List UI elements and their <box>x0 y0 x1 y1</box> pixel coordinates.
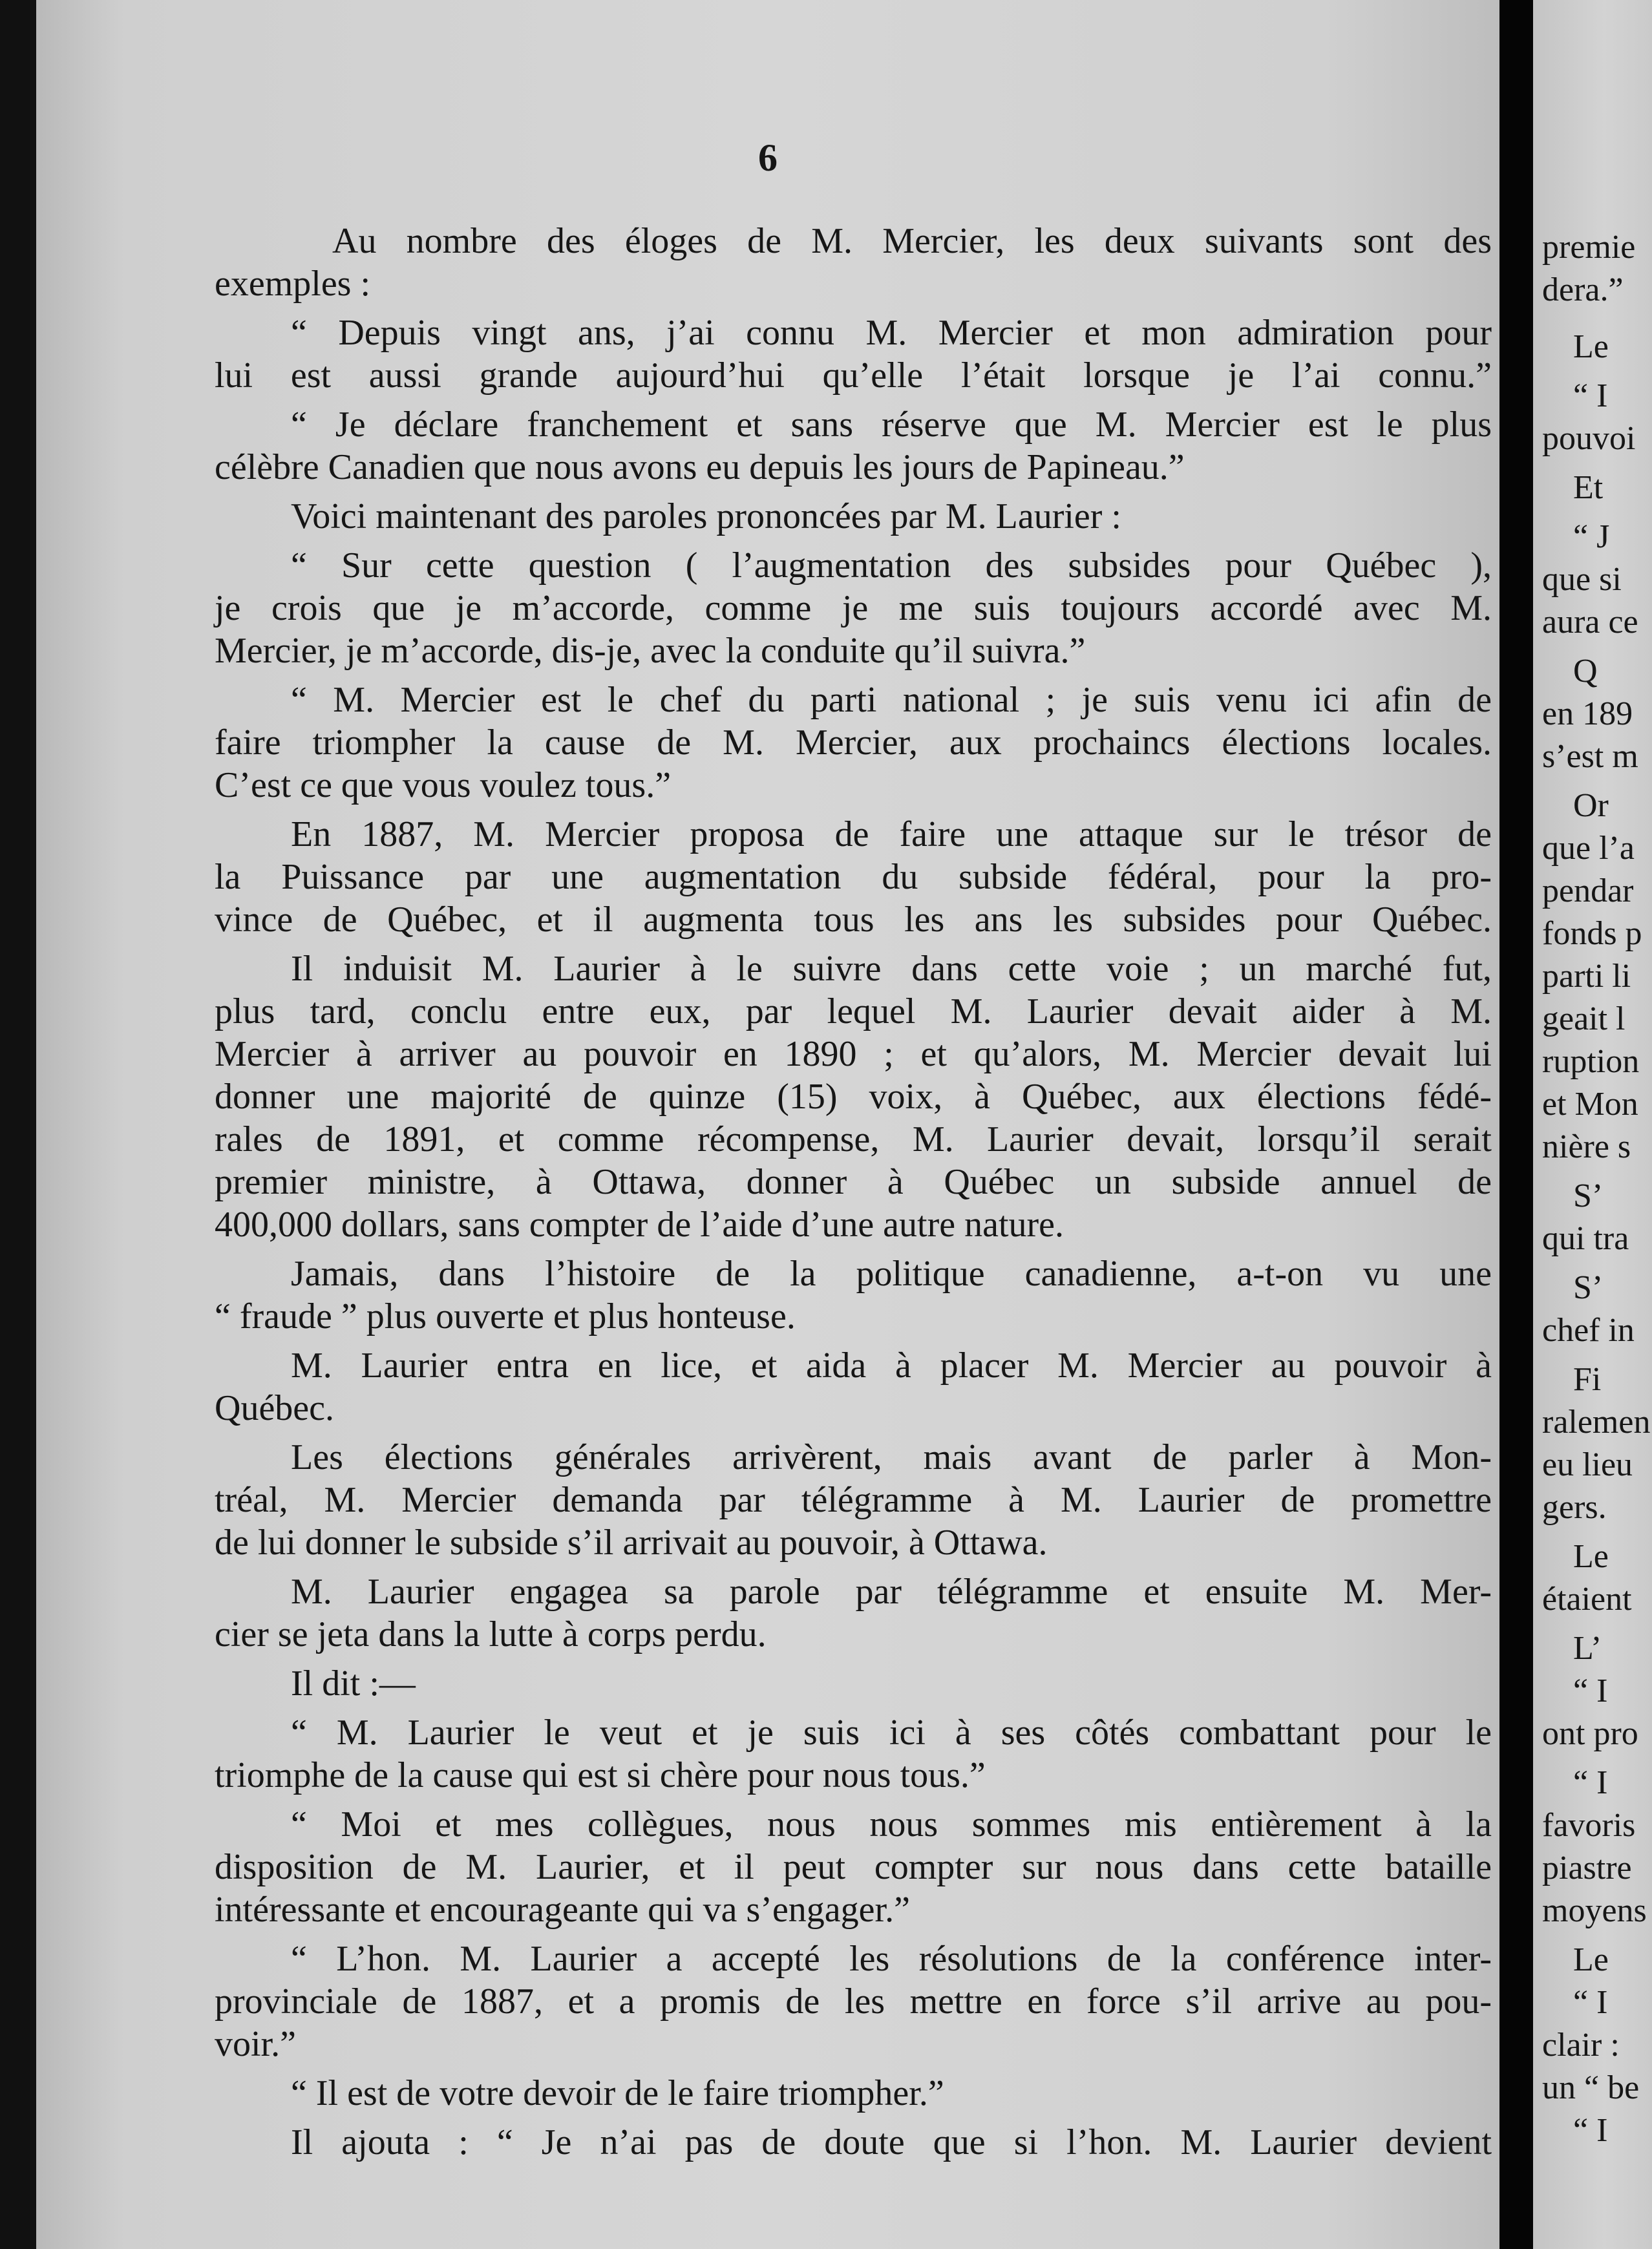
scanner-edge-left <box>0 0 36 2249</box>
fragment-line: premie <box>1542 229 1636 266</box>
fragment-line: pendar <box>1542 872 1634 909</box>
text-line: voir.” <box>215 2024 296 2064</box>
fragment-line: dera.” <box>1542 271 1624 308</box>
page-body <box>215 220 1492 2164</box>
fragment-line: Le <box>1573 328 1609 365</box>
text-line: M. Laurier engagea sa parole par télégramme et ensuite M. Mer- <box>291 1572 1492 1612</box>
text-line: C’est ce que vous voulez tous.” <box>215 765 672 805</box>
text-line: je crois que je m’accorde, comme je me suis toujours accordé avec M. <box>215 588 1492 628</box>
text-line: premier ministre, à Ottawa, donner à Québec un subside annuel de <box>215 1162 1492 1202</box>
fragment-line: “ I <box>1573 1673 1608 1709</box>
text-line: “ L’hon. M. Laurier a accepté les résolutions de la conférence inter- <box>291 1939 1492 1979</box>
fragment-line: eu lieu <box>1542 1446 1633 1483</box>
text-line: Au nombre des éloges de M. Mercier, les deux suivants sont des <box>332 221 1492 261</box>
fragment-line: fonds p <box>1542 915 1642 952</box>
fragment-line: Le <box>1573 1538 1609 1575</box>
fragment-line: “ I <box>1573 377 1608 414</box>
text-line: exemples : <box>215 264 371 304</box>
text-line: “ Depuis vingt ans, j’ai connu M. Mercier et mon admiration pour <box>291 313 1492 353</box>
fragment-line: chef in <box>1542 1312 1635 1349</box>
fragment-line: S’ <box>1573 1269 1604 1306</box>
text-line: lui est aussi grande aujourd’hui qu’elle l’était lorsque je l’ai connu.” <box>215 355 1492 396</box>
fragment-line: favoris <box>1542 1807 1636 1844</box>
text-line: Il induisit M. Laurier à le suivre dans cette voie ; un marché fut, <box>291 949 1492 989</box>
fragment-line: gers. <box>1542 1489 1607 1526</box>
fragment-line: “ I <box>1573 2112 1608 2149</box>
fragment-line: clair : <box>1542 2027 1620 2064</box>
fragment-line: pouvoi <box>1542 420 1636 457</box>
text-line: “ M. Mercier est le chef du parti national ; je suis venu ici afin de <box>291 680 1492 720</box>
fragment-line: que si <box>1542 561 1622 598</box>
fragment-line: “ I <box>1573 1764 1608 1801</box>
fragment-line: en 189 <box>1542 695 1633 732</box>
fragment-line: piastre <box>1542 1850 1632 1886</box>
text-line: disposition de M. Laurier, et il peut compter sur nous dans cette bataille <box>215 1847 1492 1887</box>
text-line: Il dit :— <box>291 1663 416 1704</box>
fragment-line: “ I <box>1573 1984 1608 2021</box>
text-line: Mercier, je m’accorde, dis-je, avec la conduite qu’il suivra.” <box>215 631 1086 671</box>
fragment-line: Le <box>1573 1941 1609 1978</box>
text-line: “ Sur cette question ( l’augmentation des subsides pour Québec ), <box>291 545 1492 586</box>
fragment-line: aura ce <box>1542 604 1638 640</box>
text-line: “ Moi et mes collègues, nous nous sommes mis entièrement à la <box>291 1804 1492 1844</box>
text-line: Québec. <box>215 1388 335 1428</box>
text-line: Mercier à arriver au pouvoir en 1890 ; et qu’alors, M. Mercier devait lui <box>215 1034 1492 1074</box>
text-line: intéressante et encourageante qui va s’engager.” <box>215 1890 910 1930</box>
fragment-line: ruption <box>1542 1043 1640 1080</box>
fragment-line: moyens <box>1542 1892 1647 1929</box>
fragment-line: ont pro <box>1542 1715 1638 1752</box>
text-line: “ fraude ” plus ouverte et plus honteuse. <box>215 1296 796 1336</box>
fragment-line: geait l <box>1542 1000 1626 1037</box>
fragment-line: parti li <box>1542 958 1631 995</box>
text-line: Voici maintenant des paroles prononcées par M. Laurier : <box>291 496 1121 536</box>
text-line: “ M. Laurier le veut et je suis ici à ses côtés combattant pour le <box>291 1713 1492 1753</box>
text-line: la Puissance par une augmentation du subside fédéral, pour la pro- <box>215 857 1492 897</box>
fragment-line: et Mon <box>1542 1086 1638 1123</box>
text-line: provinciale de 1887, et a promis de les mettre en force s’il arrive au pou- <box>215 1981 1492 2022</box>
text-line: Les élections générales arrivèrent, mais avant de parler à Mon- <box>291 1437 1492 1477</box>
text-line: donner une majorité de quinze (15) voix, à Québec, aux élections fédé- <box>215 1077 1492 1117</box>
fragment-line: ralemen <box>1542 1404 1651 1441</box>
fragment-line: un “ be <box>1542 2069 1640 2106</box>
fragment-line: étaient <box>1542 1581 1632 1618</box>
text-line: 400,000 dollars, sans compter de l’aide d’une autre nature. <box>215 1205 1064 1245</box>
text-line: “ Il est de votre devoir de le faire triompher.” <box>291 2073 944 2113</box>
fragment-line: s’est m <box>1542 738 1638 775</box>
fragment-line: qui tra <box>1542 1220 1629 1257</box>
text-line: triomphe de la cause qui est si chère pour nous tous.” <box>215 1755 986 1795</box>
fragment-line: “ J <box>1573 518 1610 555</box>
text-line: de lui donner le subside s’il arrivait au pouvoir, à Ottawa. <box>215 1523 1048 1563</box>
text-line: vince de Québec, et il augmenta tous les ans les subsides pour Québec. <box>215 900 1492 940</box>
text-line: Jamais, dans l’histoire de la politique canadienne, a-t-on vu une <box>291 1254 1492 1294</box>
text-line: faire triompher la cause de M. Mercier, aux prochaincs élections locales. <box>215 723 1492 763</box>
text-line: En 1887, M. Mercier proposa de faire une attaque sur le trésor de <box>291 814 1492 854</box>
text-line: célèbre Canadien que nous avons eu depuis les jours de Papineau.” <box>215 447 1185 487</box>
fragment-line: Et <box>1573 469 1604 506</box>
book-gutter <box>1499 0 1533 2249</box>
text-line: Il ajouta : “ Je n’ai pas de doute que si l’hon. M. Laurier devient <box>291 2122 1492 2162</box>
fragment-line: Q <box>1573 653 1598 690</box>
facing-page-text <box>1542 226 1650 2152</box>
text-line: cier se jeta dans la lutte à corps perdu. <box>215 1614 767 1654</box>
fragment-line: L’ <box>1573 1630 1602 1667</box>
fragment-line: Or <box>1573 787 1609 824</box>
text-line: tréal, M. Mercier demanda par télégramme à M. Laurier de promettre <box>215 1480 1492 1520</box>
book-page <box>36 0 1499 2249</box>
fragment-line: nière s <box>1542 1128 1631 1165</box>
fragment-line: Fi <box>1573 1361 1602 1398</box>
text-line: plus tard, conclu entre eux, par lequel M. Laurier devait aider à M. <box>215 991 1492 1031</box>
text-line: “ Je déclare franchement et sans réserve que M. Mercier est le plus <box>291 405 1492 445</box>
page-number: 6 <box>758 136 778 179</box>
fragment-line: S’ <box>1573 1177 1604 1214</box>
text-line: rales de 1891, et comme récompense, M. Laurier devait, lorsqu’il serait <box>215 1119 1492 1159</box>
text-line: M. Laurier entra en lice, et aida à placer M. Mercier au pouvoir à <box>291 1346 1492 1386</box>
fragment-line: que l’a <box>1542 830 1635 867</box>
